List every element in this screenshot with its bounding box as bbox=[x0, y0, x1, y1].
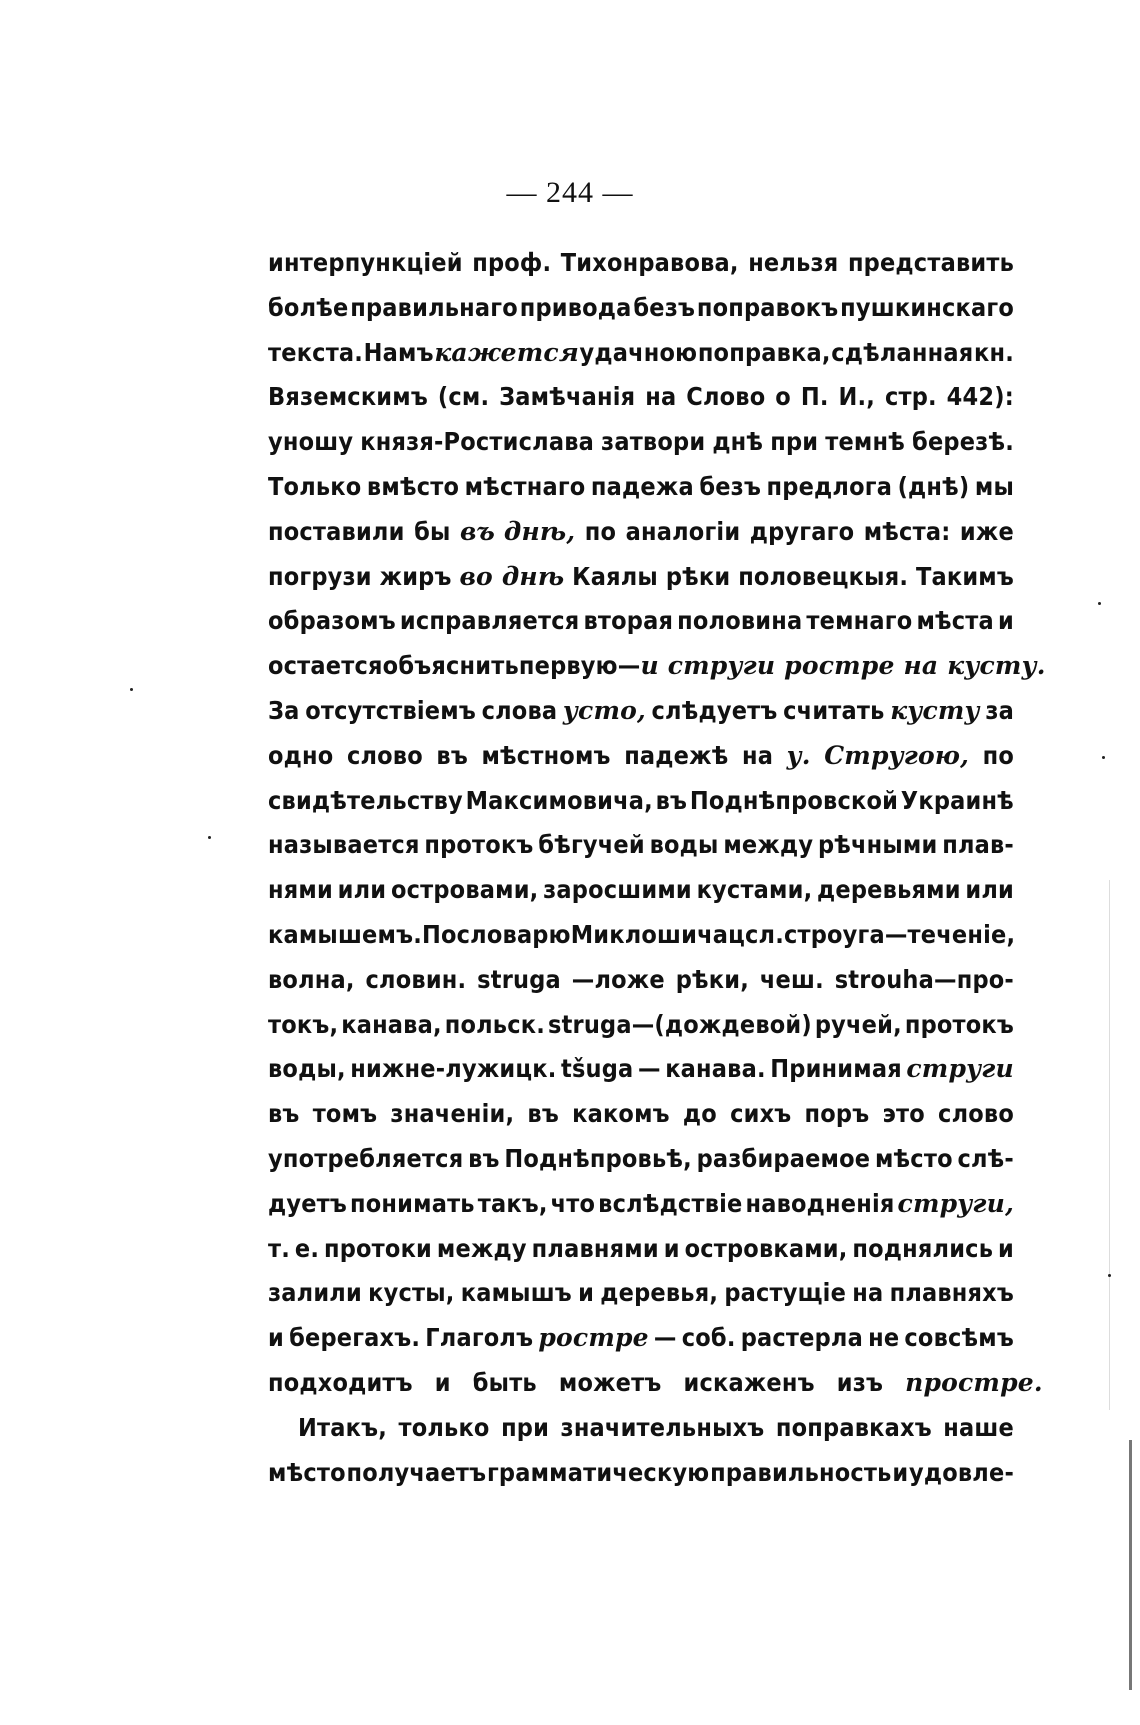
text-line bbox=[268, 830, 1014, 875]
text-word: по bbox=[584, 516, 617, 546]
text-word: половина bbox=[677, 606, 803, 636]
text-line bbox=[268, 517, 1014, 562]
text-line bbox=[268, 1054, 1014, 1099]
text-word: въ bbox=[436, 740, 468, 770]
text-word: поправкахъ bbox=[775, 1412, 932, 1442]
text-word: на bbox=[852, 1278, 884, 1308]
text-word: кустами, bbox=[696, 875, 813, 905]
text-word: падежа bbox=[590, 471, 694, 501]
text-word: tšuga bbox=[561, 1054, 634, 1084]
text-word: протоки bbox=[323, 1233, 433, 1263]
text-word: считать bbox=[783, 695, 885, 725]
text-word: Поднѣпровьѣ, bbox=[504, 1143, 692, 1173]
page-number: — 244 — bbox=[506, 176, 634, 209]
text-word: И., bbox=[838, 382, 876, 412]
text-word: — bbox=[653, 1323, 677, 1353]
text-word: плавнями bbox=[531, 1233, 659, 1263]
text-word: растерла bbox=[740, 1323, 863, 1353]
text-word: т. bbox=[268, 1233, 290, 1263]
text-word: какомъ bbox=[572, 1099, 670, 1129]
text-word: темнаго bbox=[806, 606, 913, 636]
text-line bbox=[268, 293, 1014, 338]
text-line bbox=[268, 472, 1014, 517]
text-word: мѣстнаго bbox=[464, 471, 586, 501]
text-word: искаженъ bbox=[683, 1367, 815, 1397]
text-word: чеш. bbox=[759, 964, 824, 994]
text-word: предлога bbox=[766, 471, 893, 501]
text-word: мѣста: bbox=[863, 516, 951, 546]
text-word: бы bbox=[414, 516, 451, 546]
text-word: растущіе bbox=[724, 1278, 847, 1308]
text-line bbox=[268, 1413, 1014, 1458]
text-word: что bbox=[550, 1188, 596, 1218]
text-word: томъ bbox=[312, 1099, 378, 1129]
text-line bbox=[268, 248, 1014, 293]
text-line bbox=[268, 920, 1014, 965]
text-word: подходитъ bbox=[268, 1367, 413, 1397]
text-word: наше bbox=[943, 1412, 1014, 1442]
text-word: цсл. bbox=[728, 919, 784, 949]
text-word: и bbox=[997, 606, 1014, 636]
text-word: Только bbox=[268, 471, 362, 501]
text-line bbox=[268, 1099, 1014, 1144]
text-word: вслѣдствіе bbox=[598, 1188, 743, 1218]
text-word: поправокъ bbox=[696, 292, 839, 322]
text-word: поднялись bbox=[852, 1233, 994, 1263]
text-word: кусты, bbox=[368, 1278, 455, 1308]
text-word: мѣсто bbox=[268, 1457, 346, 1487]
text-word: Тихонравова, bbox=[560, 248, 739, 277]
text-word: можетъ bbox=[558, 1367, 662, 1397]
text-word: кн. bbox=[974, 337, 1014, 367]
text-line bbox=[268, 741, 1014, 786]
text-word: и bbox=[663, 1233, 680, 1263]
text-word: —ложе bbox=[571, 964, 665, 994]
text-word: и bbox=[892, 1457, 909, 1487]
text-word: наводненія bbox=[745, 1188, 895, 1218]
text-word: сихъ bbox=[730, 1099, 792, 1129]
text-word: поставили bbox=[268, 516, 405, 546]
text-word: мѣсто bbox=[874, 1143, 953, 1173]
text-word: усто, bbox=[562, 695, 646, 725]
text-word: въ днѣ, bbox=[460, 516, 576, 546]
text-word: вмѣсто bbox=[366, 471, 460, 501]
text-word: представить bbox=[847, 248, 1014, 277]
text-word: е. bbox=[294, 1233, 320, 1263]
text-word: въ bbox=[468, 1143, 500, 1173]
text-word: значительныхъ bbox=[560, 1412, 765, 1442]
text-word: нями bbox=[268, 875, 333, 905]
text-word: и bbox=[434, 1367, 451, 1397]
text-word: не bbox=[868, 1323, 900, 1353]
text-word: канава. bbox=[665, 1054, 766, 1084]
text-word: на bbox=[645, 382, 677, 412]
text-word: островами, bbox=[390, 875, 539, 905]
text-word: получаетъ bbox=[346, 1457, 487, 1487]
text-line bbox=[268, 786, 1014, 831]
text-word: strouha—про- bbox=[834, 964, 1014, 994]
text-line bbox=[268, 1458, 1014, 1503]
text-line bbox=[268, 965, 1014, 1010]
text-word: при bbox=[501, 1412, 550, 1442]
text-word: Замѣчанія bbox=[499, 382, 636, 412]
text-word: удачною bbox=[579, 337, 698, 367]
text-line bbox=[268, 606, 1014, 651]
text-word: строуга—теченіе, bbox=[783, 919, 1016, 949]
text-word: у. bbox=[786, 740, 811, 770]
text-word: соб. bbox=[681, 1323, 736, 1353]
text-word: слѣдуетъ bbox=[651, 695, 778, 725]
text-word: протокъ bbox=[904, 1009, 1014, 1039]
text-word: проф. bbox=[472, 248, 552, 277]
text-word: грамматическую bbox=[486, 1457, 710, 1487]
text-word: между bbox=[436, 1233, 527, 1263]
text-word: или bbox=[965, 875, 1014, 905]
text-word: словин. bbox=[365, 964, 467, 994]
text-word: протокъ bbox=[424, 830, 534, 860]
text-word: погрузи bbox=[268, 561, 372, 591]
text-line bbox=[268, 1367, 1043, 1413]
text-word: аналогіи bbox=[625, 516, 741, 546]
text-line bbox=[268, 1189, 1014, 1234]
text-word: между bbox=[723, 830, 814, 860]
text-word: иже bbox=[959, 516, 1014, 546]
text-word: деревьями bbox=[817, 875, 961, 905]
text-word: рѣки bbox=[665, 561, 731, 591]
text-word: употребляется bbox=[268, 1143, 464, 1173]
text-word: стр. bbox=[884, 382, 937, 412]
text-word: изъ bbox=[836, 1367, 884, 1397]
text-word: въ bbox=[527, 1099, 559, 1129]
text-word: березѣ. bbox=[912, 427, 1014, 457]
text-word: Миклошича bbox=[570, 919, 729, 949]
text-word: польск. bbox=[444, 1009, 545, 1039]
text-word: сдѣланная bbox=[831, 337, 974, 367]
text-word: ростре bbox=[538, 1323, 649, 1353]
text-word: и bbox=[268, 1323, 284, 1353]
text-word: Украинѣ bbox=[900, 785, 1014, 815]
text-word: За bbox=[268, 695, 300, 725]
text-word: Глаголъ bbox=[425, 1323, 534, 1353]
text-word: Такимъ bbox=[915, 561, 1014, 591]
text-word: и струги ростре на кусту. bbox=[640, 651, 1046, 681]
text-word: по bbox=[982, 740, 1014, 770]
text-line bbox=[268, 1323, 1014, 1368]
text-word: поръ bbox=[804, 1099, 870, 1129]
text-word: интерпункціей bbox=[268, 248, 463, 277]
text-word: struga—(дождевой) bbox=[547, 1009, 812, 1039]
text-word: струги bbox=[906, 1054, 1014, 1084]
text-line bbox=[268, 1234, 1014, 1279]
text-word: плав- bbox=[942, 830, 1014, 860]
print-speck bbox=[1108, 1274, 1111, 1277]
text-word: темнѣ bbox=[825, 427, 906, 457]
text-word: Намъ bbox=[363, 337, 434, 367]
text-line bbox=[268, 562, 1014, 607]
text-word: слово bbox=[346, 740, 423, 770]
text-word: деревья, bbox=[600, 1278, 719, 1308]
text-line bbox=[268, 427, 1014, 472]
text-word: рѣки, bbox=[675, 964, 749, 994]
text-word: воды bbox=[649, 830, 719, 860]
text-word: залили bbox=[268, 1278, 362, 1308]
text-word: словарю bbox=[456, 919, 571, 949]
text-word: свидѣтельству bbox=[268, 785, 463, 815]
text-word: — bbox=[637, 1054, 661, 1084]
text-word: удовле- bbox=[909, 1457, 1014, 1487]
text-word: плавняхъ bbox=[889, 1278, 1014, 1308]
text-word: островками, bbox=[684, 1233, 848, 1263]
text-word: правильность bbox=[710, 1457, 892, 1487]
text-word: По bbox=[421, 919, 457, 949]
text-word: половецкыя. bbox=[738, 561, 909, 591]
text-word: остается bbox=[268, 651, 383, 681]
text-word: рѣчными bbox=[817, 830, 938, 860]
text-word: болѣе bbox=[268, 292, 349, 322]
text-word: исправляется bbox=[399, 606, 580, 636]
text-word: мѣстномъ bbox=[481, 740, 611, 770]
text-line bbox=[268, 382, 1014, 427]
text-word: волна, bbox=[268, 964, 355, 994]
text-word: поправка, bbox=[697, 337, 831, 367]
text-word: (днѣ) bbox=[897, 471, 970, 501]
text-word: за bbox=[985, 695, 1014, 725]
text-word: при bbox=[770, 427, 819, 457]
text-word: струги, bbox=[897, 1188, 1014, 1218]
text-word: канава, bbox=[341, 1009, 442, 1039]
text-word: берегахъ. bbox=[289, 1323, 421, 1353]
text-word: разбираемое bbox=[696, 1143, 871, 1173]
text-line bbox=[268, 1278, 1014, 1323]
text-word: затвори bbox=[601, 427, 706, 457]
text-line bbox=[268, 1010, 1014, 1055]
text-word: правильнаго bbox=[350, 292, 518, 322]
text-word: камышъ bbox=[460, 1278, 572, 1308]
text-word: Слово bbox=[686, 382, 766, 412]
text-word: на bbox=[741, 740, 774, 770]
text-word: объяснить bbox=[382, 651, 519, 681]
text-word: значеніи, bbox=[390, 1099, 515, 1129]
text-word: 442): bbox=[946, 382, 1014, 412]
text-word: падежѣ bbox=[624, 740, 729, 770]
text-word: понимать bbox=[350, 1188, 475, 1218]
text-word: и bbox=[578, 1278, 595, 1308]
text-word: слова bbox=[481, 695, 558, 725]
text-word: слово bbox=[938, 1099, 1014, 1129]
text-word: до bbox=[682, 1099, 717, 1129]
text-word: текста. bbox=[268, 337, 364, 367]
page-edge-crease bbox=[1109, 880, 1110, 1410]
text-line bbox=[268, 651, 1046, 696]
text-word: мѣста bbox=[916, 606, 994, 636]
text-word: нижне-лужицк. bbox=[350, 1054, 557, 1084]
text-line bbox=[268, 696, 1014, 741]
text-word: Стругою, bbox=[824, 740, 970, 770]
text-word: совсѣмъ bbox=[904, 1323, 1014, 1353]
text-word: мы bbox=[974, 471, 1014, 501]
text-word: во днѣ bbox=[459, 561, 565, 591]
text-word: нельзя bbox=[748, 248, 839, 277]
text-word: Максимовича, bbox=[465, 785, 653, 815]
text-word: кажется bbox=[434, 337, 579, 367]
text-word: простре. bbox=[905, 1367, 1043, 1397]
text-word: дуетъ bbox=[268, 1188, 348, 1218]
body-text bbox=[268, 248, 1046, 1502]
text-word: въ bbox=[655, 785, 688, 815]
text-word: Поднѣпровской bbox=[689, 785, 899, 815]
text-word: о bbox=[775, 382, 791, 412]
text-word: безъ bbox=[633, 292, 696, 322]
text-word: только bbox=[398, 1412, 490, 1442]
text-word: въ bbox=[268, 1099, 300, 1129]
text-word: пушкинскаго bbox=[840, 292, 1014, 322]
text-word: отсутствіемъ bbox=[305, 695, 476, 725]
text-word: ручей, bbox=[814, 1009, 902, 1039]
text-word: или bbox=[337, 875, 387, 905]
text-line bbox=[268, 338, 1014, 383]
text-word: вторая bbox=[583, 606, 674, 636]
text-word: другаго bbox=[749, 516, 855, 546]
text-word: князя-Ростислава bbox=[360, 427, 595, 457]
text-word: бѣгучей bbox=[538, 830, 645, 860]
text-word: Принимая bbox=[770, 1054, 902, 1084]
text-word: Итакъ, bbox=[298, 1412, 387, 1442]
text-word: привода bbox=[519, 292, 632, 322]
print-speck bbox=[1102, 756, 1105, 759]
text-word: безъ bbox=[699, 471, 762, 501]
text-word: (см. bbox=[437, 382, 490, 412]
text-word: образомъ bbox=[268, 606, 396, 636]
page-edge-shadow bbox=[1129, 1440, 1132, 1690]
print-speck bbox=[1098, 602, 1101, 605]
text-word: Каялы bbox=[572, 561, 658, 591]
text-word: называется bbox=[268, 830, 420, 860]
text-word: токъ, bbox=[268, 1009, 339, 1039]
text-word: кусту bbox=[890, 695, 980, 725]
text-line bbox=[268, 1144, 1014, 1189]
text-word: это bbox=[882, 1099, 925, 1129]
text-word: такъ, bbox=[477, 1188, 548, 1218]
text-word: первую— bbox=[518, 651, 641, 681]
text-word: жиръ bbox=[379, 561, 452, 591]
text-word: слѣ- bbox=[957, 1143, 1014, 1173]
text-word: воды, bbox=[268, 1054, 346, 1084]
text-word: быть bbox=[472, 1367, 537, 1397]
text-word: и bbox=[998, 1233, 1014, 1263]
text-word: struga bbox=[477, 964, 561, 994]
text-word: П. bbox=[800, 382, 829, 412]
text-word: заросшими bbox=[543, 875, 692, 905]
text-word: Вяземскимъ bbox=[268, 382, 428, 412]
text-word: уношу bbox=[268, 427, 354, 457]
print-speck bbox=[130, 688, 133, 691]
text-word: камышемъ. bbox=[268, 919, 422, 949]
text-word: днѣ bbox=[712, 427, 764, 457]
text-line bbox=[268, 875, 1014, 920]
text-word: одно bbox=[268, 740, 334, 770]
print-speck bbox=[208, 836, 211, 839]
